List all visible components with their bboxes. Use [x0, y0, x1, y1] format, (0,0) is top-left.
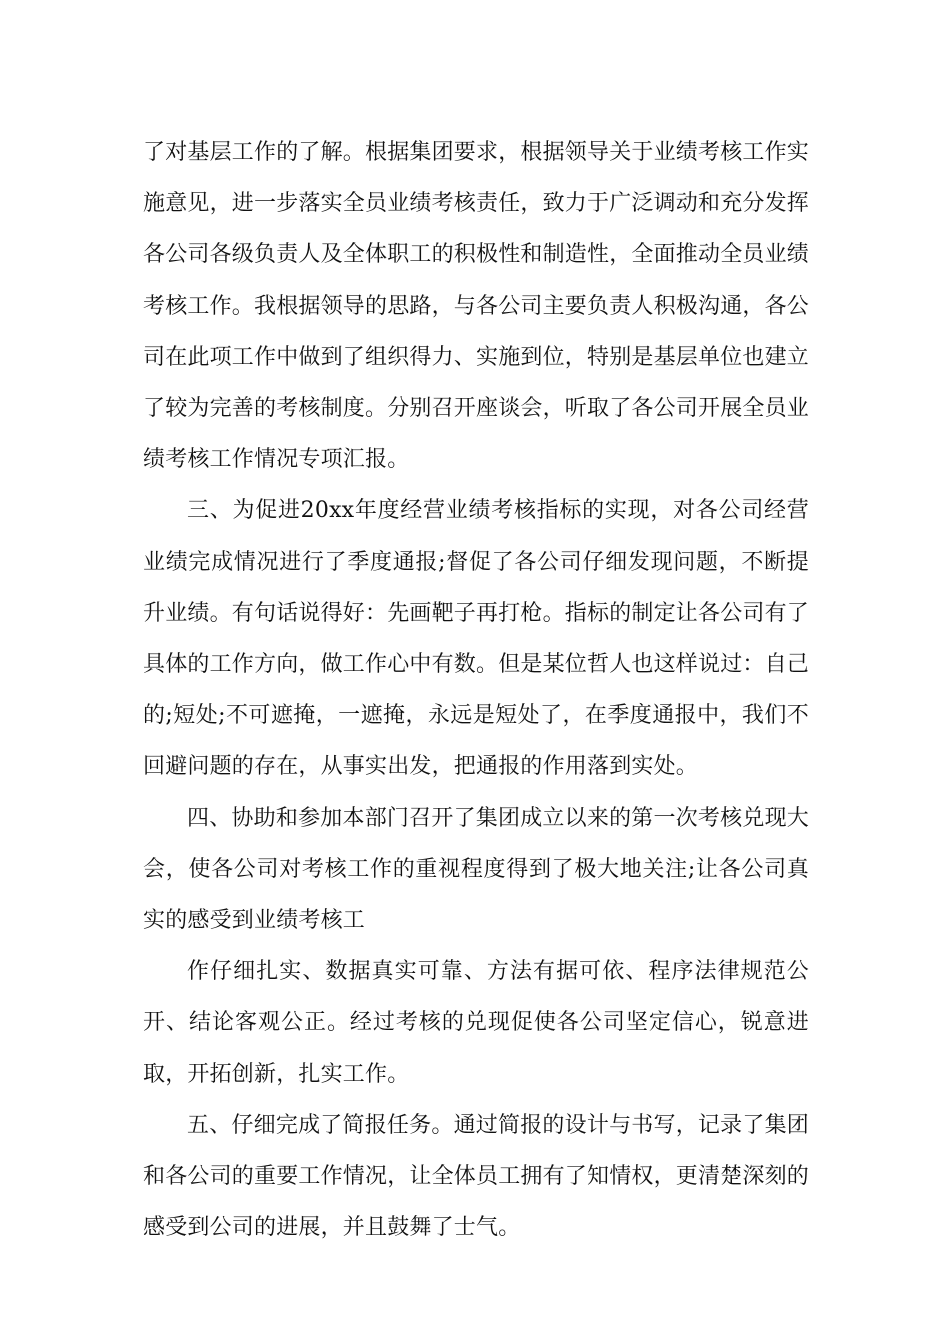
paragraph-5: 五、仔细完成了简报任务。通过简报的设计与书写，记录了集团和各公司的重要工作情况，让全体员工拥有了知情权，更清楚深刻的感受到公司的进展，并且鼓舞了士气。 — [143, 1112, 810, 1241]
paragraph-1: 了对基层工作的了解。根据集团要求，根据领导关于业绩考核工作实施意见，进一步落实全员业绩考核责任，致力于广泛调动和充分发挥各公司各级负责人及全体职工的积极性和制造性，全面推动全员业绩考核工作。我根据领导的思路，与各公司主要负责人积极沟通，各公司在此项工作中做到了组织得力、实施到位，特别是基层单位也建立了较为完善的考核制度。分别召开座谈会，听取了各公司开展全员业绩考核工作情况专项汇报。 — [143, 140, 810, 473]
paragraph-3: 四、协助和参加本部门召开了集团成立以来的第一次考核兑现大会，使各公司对考核工作的重视程度得到了极大地关注;让各公司真实的感受到业绩考核工 — [143, 805, 809, 934]
paragraph-4: 作仔细扎实、数据真实可靠、方法有据可依、程序法律规范公开、结论客观公正。经过考核的兑现促使各公司坚定信心，锐意进取，开拓创新，扎实工作。 — [143, 959, 809, 1087]
document-body — [143, 127, 809, 1253]
paragraph-2: 三、为促进20xx年度经营业绩考核指标的实现，对各公司经营业绩完成情况进行了季度通报;督促了各公司仔细发现问题，不断提升业绩。有句话说得好：先画靶子再打枪。指标的制定让各公司有了具体的工作方向，做工作心中有数。但是某位哲人也这样说过：自己的;短处;不可遮掩，一遮掩，永远是短处了，在季度通报中，我们不回避问题的存在，从事实出发，把通报的作用落到实处。 — [143, 498, 810, 780]
